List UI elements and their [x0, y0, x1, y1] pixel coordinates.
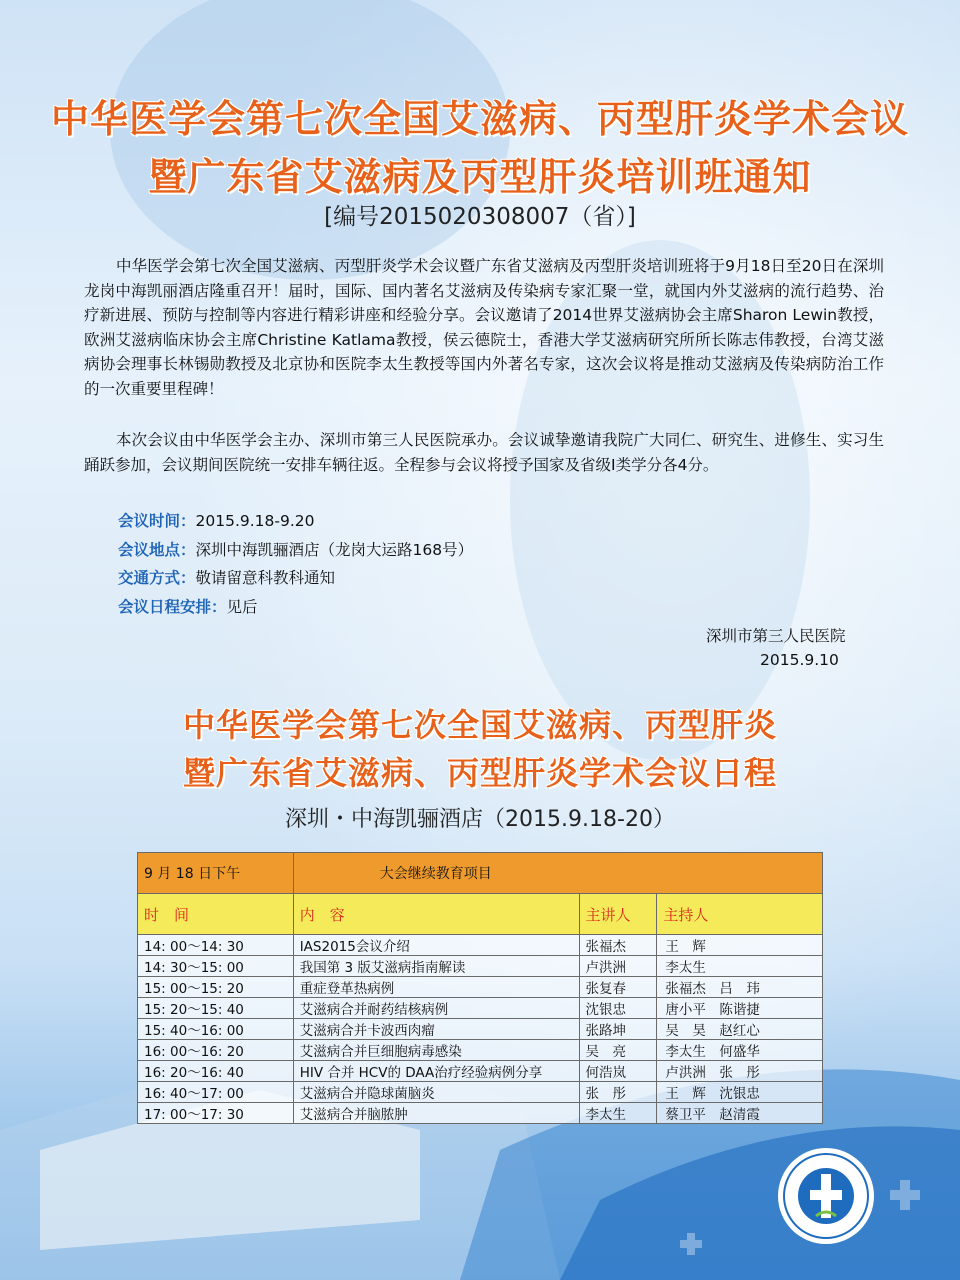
row-speaker: 张路坤	[579, 1019, 657, 1040]
row-time: 15: 40～16: 00	[138, 1019, 294, 1040]
notice-title-line1: 中华医学会第七次全国艾滋病、丙型肝炎学术会议	[50, 97, 909, 141]
table-row	[138, 956, 823, 977]
row-host: 蔡卫平 赵清霞	[657, 1103, 823, 1124]
session-date: 9 月 18 日下午	[138, 853, 294, 894]
row-topic: 艾滋病合并隐球菌脑炎	[293, 1082, 579, 1103]
meeting-time-value: 2015.9.18-9.20	[195, 512, 315, 530]
table-row	[138, 1019, 823, 1040]
row-time: 16: 40～17: 00	[138, 1082, 294, 1103]
column-header-row	[138, 894, 823, 935]
row-topic: 艾滋病合并卡波西肉瘤	[293, 1019, 579, 1040]
row-speaker: 吴 亮	[579, 1040, 657, 1061]
row-speaker: 何浩岚	[579, 1061, 657, 1082]
session-name: 大会继续教育项目	[293, 853, 822, 894]
notice-title-line2: 暨广东省艾滋病及丙型肝炎培训班通知	[148, 155, 812, 199]
row-topic: 重症登革热病例	[293, 977, 579, 998]
table-row	[138, 977, 823, 998]
row-time: 16: 20～16: 40	[138, 1061, 294, 1082]
transport-value: 敬请留意科教科通知	[195, 569, 336, 587]
venue-line: 深圳・中海凯骊酒店（2015.9.18-20）	[285, 807, 675, 832]
schedule-title-line1: 中华医学会第七次全国艾滋病、丙型肝炎	[182, 706, 777, 744]
transport-label: 交通方式：	[118, 569, 196, 587]
schedule-value: 见后	[226, 598, 258, 616]
table-row	[138, 1061, 823, 1082]
row-host: 王 辉	[657, 935, 823, 956]
row-speaker: 沈银忠	[579, 998, 657, 1019]
column-header-speaker: 主讲人	[579, 894, 657, 935]
session-header-row	[138, 853, 823, 894]
row-speaker: 张福杰	[579, 935, 657, 956]
row-speaker: 张 彤	[579, 1082, 657, 1103]
row-topic: 艾滋病合并耐药结核病例	[293, 998, 579, 1019]
signature-org: 深圳市第三人民医院	[706, 627, 846, 645]
table-row	[138, 1040, 823, 1061]
row-time: 16: 00～16: 20	[138, 1040, 294, 1061]
row-host: 王 辉 沈银忠	[657, 1082, 823, 1103]
table-row	[138, 1103, 823, 1124]
row-speaker: 张复春	[579, 977, 657, 998]
column-header-time: 时 间	[138, 894, 294, 935]
table-row	[138, 1082, 823, 1103]
column-header-content: 内 容	[293, 894, 579, 935]
row-speaker: 李太生	[579, 1103, 657, 1124]
organizer-paragraph: 本次会议由中华医学会主办、深圳市第三人民医院承办。会议诚挚邀请我院广大同仁、研究生、进修生、实习生踊跃参加，会议期间医院统一安排车辆往返。全程参与会议将授予国家及省级I类学分各4分。	[84, 431, 884, 474]
table-row	[138, 998, 823, 1019]
row-host: 李太生	[657, 956, 823, 977]
schedule-label: 会议日程安排：	[118, 598, 227, 616]
column-header-host: 主持人	[657, 894, 823, 935]
row-time: 15: 20～15: 40	[138, 998, 294, 1019]
meeting-place-label: 会议地点：	[118, 541, 196, 559]
intro-paragraph: 中华医学会第七次全国艾滋病、丙型肝炎学术会议暨广东省艾滋病及丙型肝炎培训班将于9月18日至20日在深圳龙岗中海凯丽酒店隆重召开！届时，国际、国内著名艾滋病及传染病专家汇聚一堂，就国内外艾滋病的流行趋势、治疗新进展、预防与控制等内容进行精彩讲座和经验分享。会议邀请了2014世界艾滋病协会主席Sharon Lewin教授，欧洲艾滋病临床协会主席Christine Katlama教授，侯云德院士，香港大学艾滋病研究所所长陈志伟教授，台湾艾滋病协会理事长林锡勋教授及北京协和医院李太生教授等国内外著名专家，这次会议将是推动艾滋病及传染病防治工作的一次重要里程碑！	[84, 257, 884, 398]
row-time: 14: 30～15: 00	[138, 956, 294, 977]
row-topic: IAS2015会议介绍	[293, 935, 579, 956]
meeting-time-label: 会议时间：	[118, 512, 196, 530]
hospital-logo	[776, 1146, 876, 1246]
row-topic: 我国第 3 版艾滋病指南解读	[293, 956, 579, 977]
row-host: 吴 昊 赵红心	[657, 1019, 823, 1040]
transport-row	[118, 566, 335, 588]
meeting-time-row	[118, 509, 315, 531]
schedule-row	[118, 595, 258, 617]
row-topic: 艾滋病合并巨细胞病毒感染	[293, 1040, 579, 1061]
row-host: 李太生 何盛华	[657, 1040, 823, 1061]
meeting-place-value: 深圳中海凯骊酒店（龙岗大运路168号）	[195, 541, 474, 559]
document-code: [编号2015020308007（省）]	[324, 204, 636, 230]
row-host: 唐小平 陈谐捷	[657, 998, 823, 1019]
signature-date: 2015.9.10	[760, 651, 839, 669]
schedule-title-line2: 暨广东省艾滋病、丙型肝炎学术会议日程	[182, 754, 777, 792]
row-speaker: 卢洪洲	[579, 956, 657, 977]
row-topic: 艾滋病合并脑脓肿	[293, 1103, 579, 1124]
schedule-table	[137, 852, 823, 1124]
row-time: 14: 00～14: 30	[138, 935, 294, 956]
row-time: 17: 00～17: 30	[138, 1103, 294, 1124]
row-time: 15: 00～15: 20	[138, 977, 294, 998]
row-host: 卢洪洲 张 彤	[657, 1061, 823, 1082]
row-topic: HIV 合并 HCV的 DAA治疗经验病例分享	[293, 1061, 579, 1082]
row-host: 张福杰 吕 玮	[657, 977, 823, 998]
meeting-place-row	[118, 538, 473, 560]
table-row	[138, 935, 823, 956]
